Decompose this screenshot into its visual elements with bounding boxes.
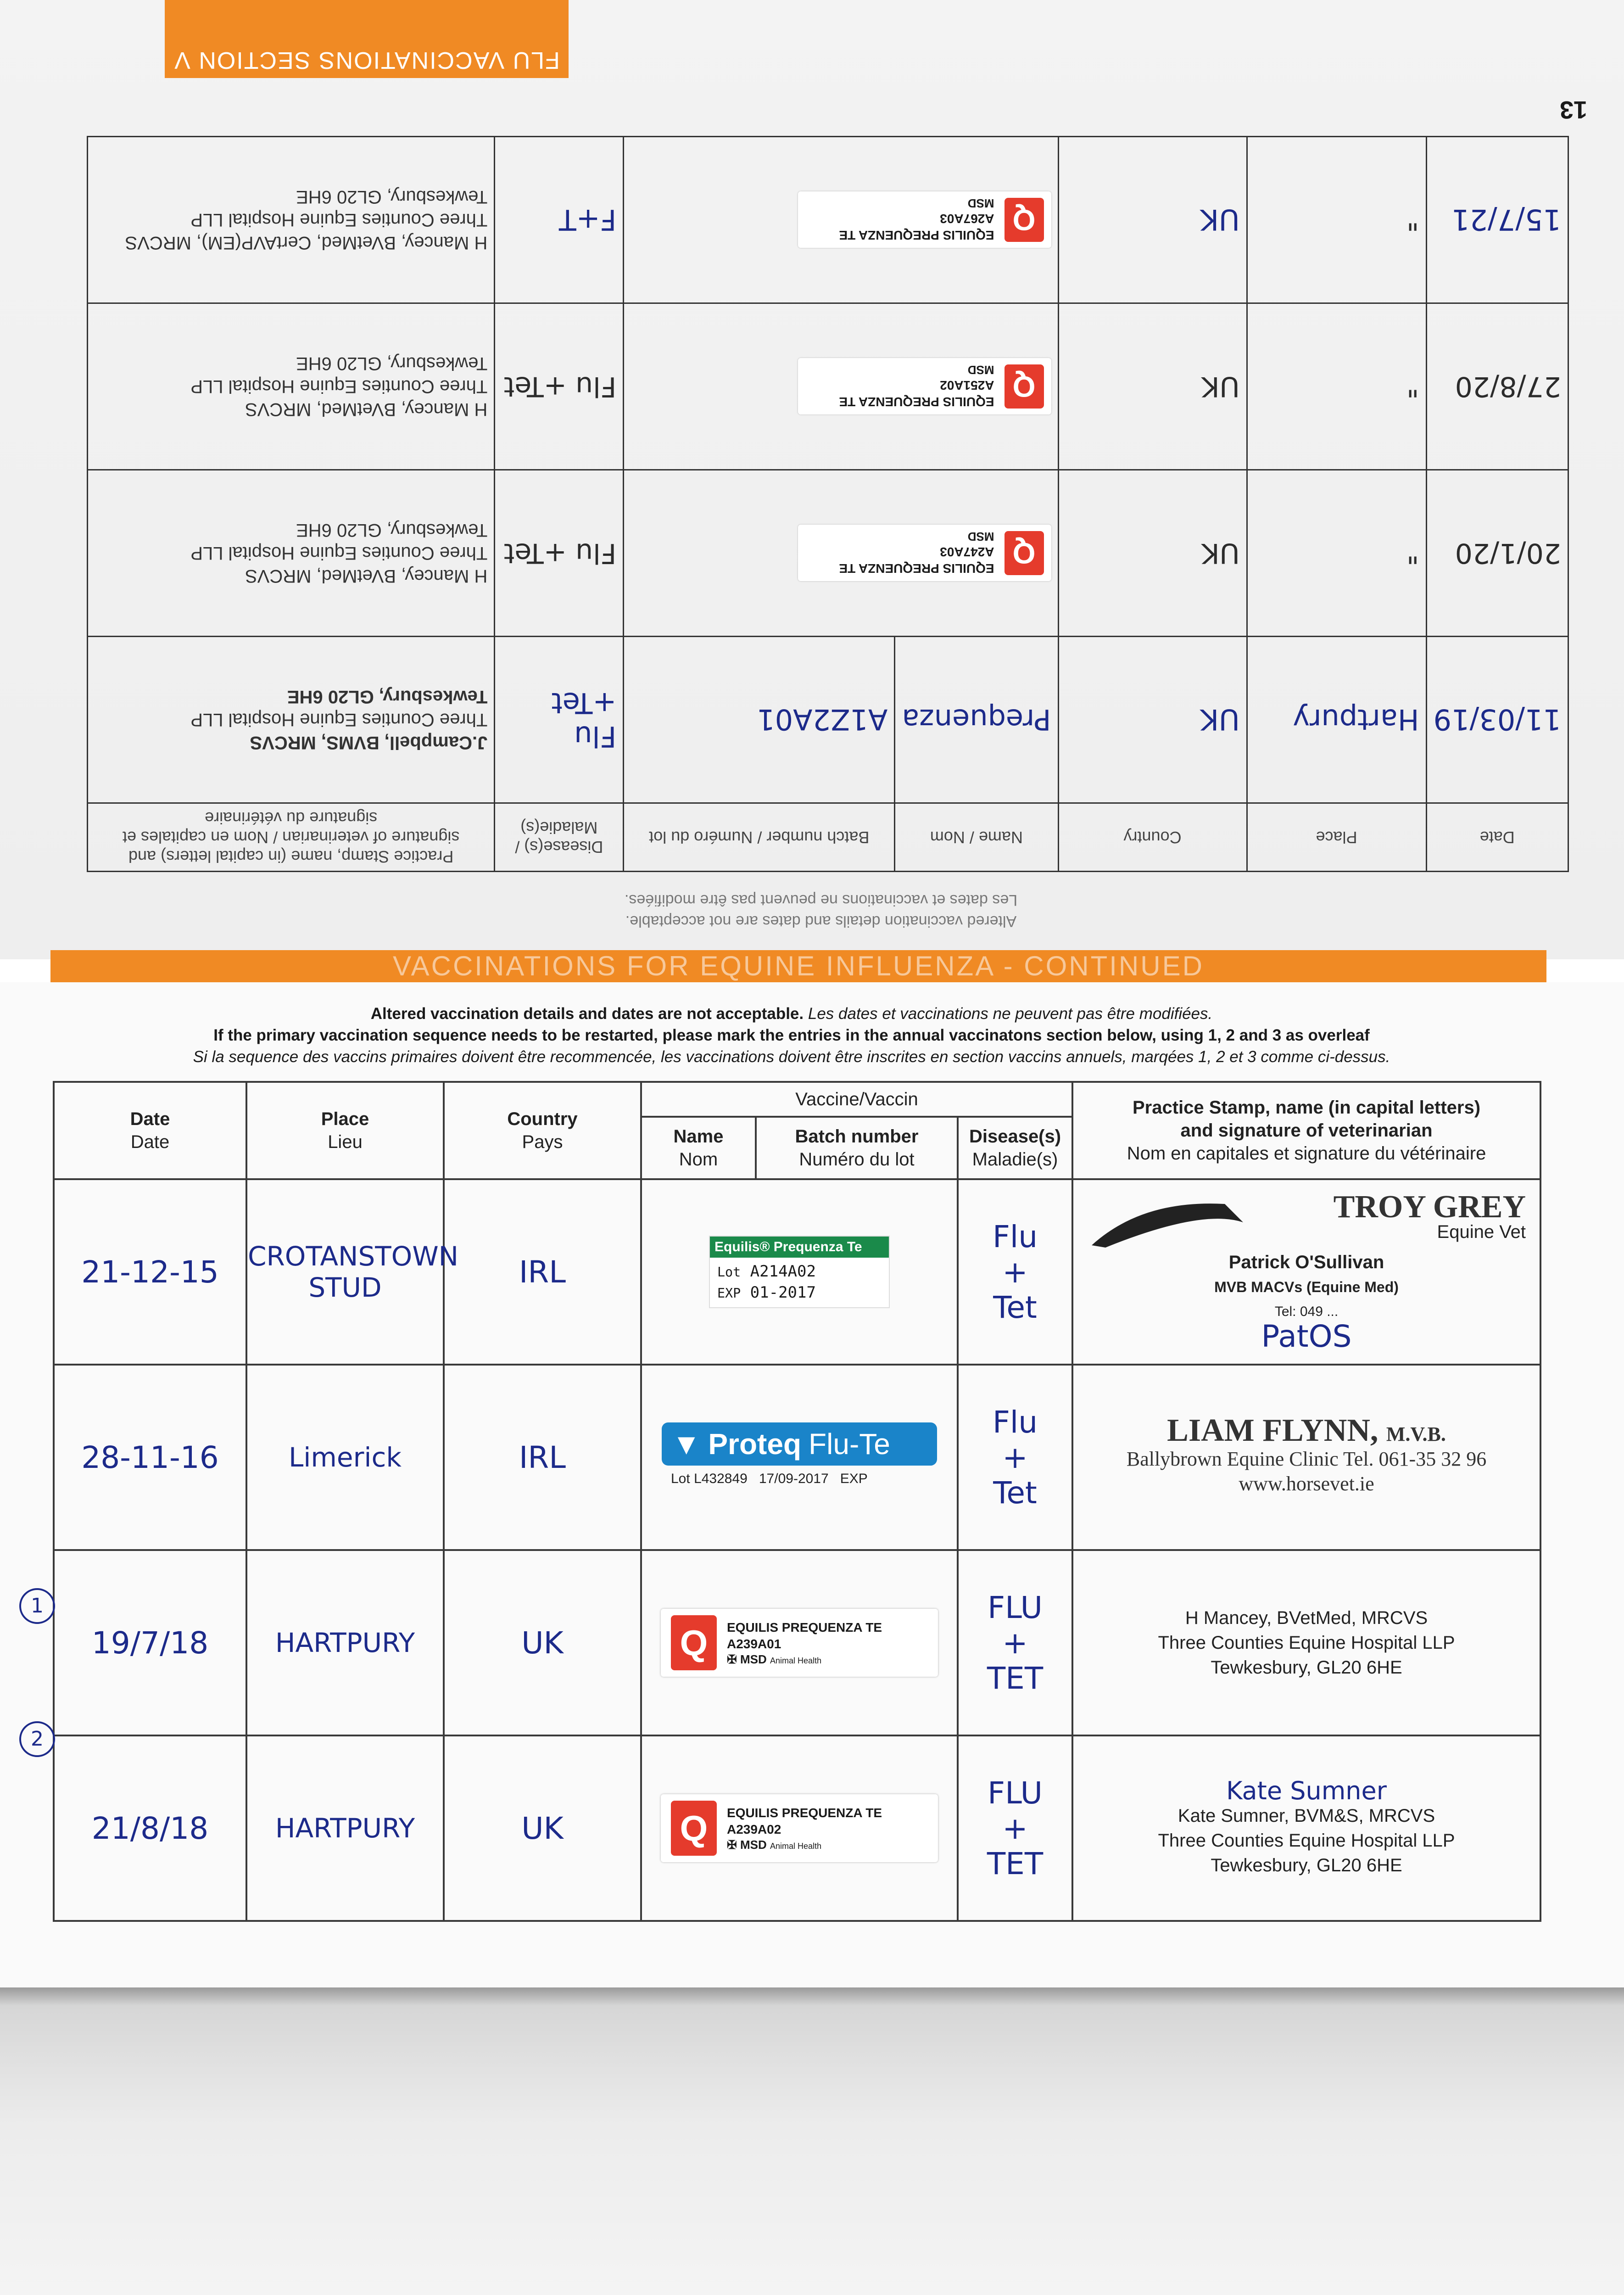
upper-disclaimer-line2: Les dates et vaccinations ne peuvent pas être modifiées. bbox=[624, 891, 1018, 909]
upper-date: 11/03/19 bbox=[1426, 637, 1568, 803]
row-country: UK bbox=[444, 1735, 641, 1921]
upper-header-batch: Batch number / Numéro du lot bbox=[624, 803, 895, 872]
upper-row bbox=[88, 637, 1568, 803]
upper-vaccine-name: Prequenza bbox=[895, 637, 1058, 803]
notice bbox=[46, 1003, 1537, 1068]
header-name bbox=[641, 1117, 756, 1179]
row-stamp bbox=[1072, 1365, 1540, 1550]
row-disease bbox=[958, 1365, 1072, 1550]
header-country bbox=[444, 1082, 641, 1179]
header-place-en: Place bbox=[321, 1109, 369, 1129]
stamp-quals: M.V.B. bbox=[1386, 1423, 1446, 1445]
disease-line: + bbox=[1002, 1254, 1028, 1290]
label-brand-main: Proteq bbox=[708, 1427, 802, 1461]
header-disease-en: Disease(s) bbox=[969, 1126, 1061, 1147]
upper-country: UK bbox=[1058, 303, 1247, 470]
row-date: 19/7/18 bbox=[54, 1550, 246, 1735]
upper-header-name: Name / Nom bbox=[895, 803, 1058, 872]
header-batch-fr: Numéro du lot bbox=[799, 1149, 915, 1170]
disease-line: Tet bbox=[993, 1475, 1037, 1511]
label-vaccine-name: EQUILIS PREQUENZA TE bbox=[839, 395, 994, 409]
sequence-marker: 2 bbox=[19, 1721, 55, 1757]
signature: Kate Sumner bbox=[1226, 1776, 1387, 1805]
label-lot: A214A02 bbox=[750, 1262, 816, 1281]
header-date-fr: Date bbox=[130, 1132, 170, 1152]
header-date bbox=[54, 1082, 246, 1179]
stamp-clinic: TROY GREY bbox=[1333, 1189, 1526, 1225]
row-date: 28-11-16 bbox=[54, 1365, 246, 1550]
stamp-address: Ballybrown Equine Clinic Tel. 061-35 32 96 bbox=[1126, 1448, 1487, 1470]
label-lot-label: Lot bbox=[717, 1265, 741, 1280]
row-country: UK bbox=[444, 1550, 641, 1735]
upper-stamp-name: H Mancey, BVetMed, MRCVS bbox=[245, 566, 488, 586]
row-disease bbox=[958, 1179, 1072, 1365]
disease-line: + bbox=[1002, 1439, 1028, 1475]
upper-disclaimer bbox=[156, 890, 1486, 932]
notice-line1-bold: Altered vaccination details and dates are not acceptable. bbox=[370, 1005, 804, 1023]
upper-page-rotated bbox=[0, 0, 1624, 959]
stamp-name: Kate Sumner, BVM&S, MRCVS bbox=[1178, 1806, 1435, 1826]
label-exp-line bbox=[717, 1282, 882, 1304]
upper-disease: Flu +Tet bbox=[495, 637, 624, 803]
label-brand: MSD bbox=[967, 196, 994, 211]
label-exp: 17/09-2017 bbox=[759, 1471, 829, 1486]
stamp-address: Tewkesbury, GL20 6HE bbox=[1211, 1657, 1402, 1678]
label-batch: A239A01 bbox=[727, 1636, 781, 1651]
vaccine-label bbox=[662, 1422, 937, 1492]
upper-disease: Flu +Tet bbox=[495, 303, 624, 470]
label-brand-sub: Animal Health bbox=[770, 1656, 822, 1665]
stamp-clinic-block bbox=[1333, 1189, 1526, 1244]
header-batch-en: Batch number bbox=[795, 1126, 919, 1147]
header-row-1 bbox=[54, 1082, 1540, 1117]
upper-vaccine-label-cell bbox=[624, 137, 1058, 303]
label-vaccine-name: EQUILIS PREQUENZA TE bbox=[727, 1805, 882, 1820]
header-place bbox=[246, 1082, 444, 1179]
upper-place: " bbox=[1247, 470, 1426, 637]
label-batch: A247A03 bbox=[940, 545, 994, 560]
upper-date: 15/7/21 bbox=[1426, 137, 1568, 303]
stamp-name-text: LIAM FLYNN, bbox=[1167, 1413, 1378, 1448]
header-stamp-fr: Nom en capitales et signature du vétérinaire bbox=[1127, 1143, 1486, 1164]
upper-stamp bbox=[88, 137, 495, 303]
label-body bbox=[710, 1258, 889, 1307]
vaccine-label bbox=[709, 1236, 890, 1308]
page-number: 13 bbox=[1559, 96, 1587, 123]
upper-date: 20/1/20 bbox=[1426, 470, 1568, 637]
row-vaccine-label-cell bbox=[641, 1550, 958, 1735]
row-place: Limerick bbox=[246, 1365, 444, 1550]
table-row bbox=[54, 1365, 1540, 1550]
horse-logo-icon bbox=[1087, 1195, 1252, 1250]
upper-row bbox=[88, 303, 1568, 470]
upper-country: UK bbox=[1058, 637, 1247, 803]
upper-stamp-address: Tewkesbury, GL20 6HE bbox=[296, 520, 488, 540]
label-batch: A267A03 bbox=[940, 212, 994, 226]
upper-place: Hartpury bbox=[1247, 637, 1426, 803]
notice-line1 bbox=[46, 1003, 1537, 1024]
label-batch: A251A02 bbox=[940, 378, 994, 393]
upper-place: " bbox=[1247, 303, 1426, 470]
header-disease bbox=[958, 1117, 1072, 1179]
q-logo-icon: Q bbox=[1005, 364, 1044, 409]
q-logo-icon: Q bbox=[1005, 198, 1044, 242]
label-brand-text: MSD bbox=[740, 1837, 767, 1852]
label-brand-text: MSD bbox=[740, 1652, 767, 1666]
upper-disease: F+T bbox=[495, 137, 624, 303]
stamp-address: Tewkesbury, GL20 6HE bbox=[1211, 1855, 1402, 1875]
q-logo-icon: Q bbox=[671, 1615, 717, 1670]
upper-vaccine-label-cell bbox=[624, 303, 1058, 470]
label-text bbox=[727, 1619, 882, 1667]
row-date: 21/8/18 bbox=[54, 1735, 246, 1921]
stamp-quals: MVB MACVs (Equine Med) bbox=[1214, 1279, 1399, 1295]
signature: PatOS bbox=[1261, 1319, 1352, 1354]
upper-disclaimer-line1: Altered vaccination details and dates are not acceptable. bbox=[625, 912, 1017, 930]
upper-stamp bbox=[88, 470, 495, 637]
label-vaccine-name: EQUILIS PREQUENZA TE bbox=[839, 228, 994, 243]
upper-stamp-address: Tewkesbury, GL20 6HE bbox=[287, 687, 488, 707]
row-country: IRL bbox=[444, 1365, 641, 1550]
upper-vaccination-table bbox=[87, 136, 1569, 872]
label-brand-sub: Animal Health bbox=[770, 1841, 822, 1851]
vaccine-label bbox=[798, 525, 1051, 582]
upper-stamp-practice: Three Counties Equine Hospital LLP bbox=[190, 710, 488, 730]
stamp-web: www.horsevet.ie bbox=[1239, 1472, 1374, 1495]
upper-stamp-practice: Three Counties Equine Hospital LLP bbox=[190, 376, 488, 397]
upper-header-row bbox=[88, 803, 1568, 872]
q-logo-icon: Q bbox=[1005, 531, 1044, 575]
disease-line: Flu bbox=[992, 1404, 1038, 1440]
vaccine-label bbox=[661, 1794, 938, 1862]
label-brand: MSD bbox=[967, 363, 994, 377]
upper-page bbox=[0, 0, 1624, 959]
row-date: 21-12-15 bbox=[54, 1179, 246, 1365]
row-country: IRL bbox=[444, 1179, 641, 1365]
upper-header-country: Country bbox=[1058, 803, 1247, 872]
label-exp-label: EXP bbox=[717, 1286, 741, 1301]
label-brand bbox=[662, 1422, 937, 1466]
disease-line: Tet bbox=[993, 1289, 1037, 1325]
stamp-tel: Tel: 049 ... bbox=[1274, 1304, 1339, 1319]
upper-stamp-name: H Mancey, BVetMed, MRCVS bbox=[245, 399, 488, 420]
table-row bbox=[54, 1735, 1540, 1921]
header-name-fr: Nom bbox=[679, 1149, 718, 1170]
upper-vaccine-label-cell bbox=[624, 470, 1058, 637]
label-brand-suffix: Flu-Te bbox=[809, 1427, 890, 1461]
table-row bbox=[54, 1550, 1540, 1735]
upper-row bbox=[88, 470, 1568, 637]
upper-header-stamp: Practice Stamp, name (in capital letters) and signature of veterinarian / Nom en capitales et signature du vétérinaire bbox=[88, 803, 495, 872]
section-divider-band: VACCINATIONS FOR EQUINE INFLUENZA - CONTINUED bbox=[50, 950, 1546, 982]
label-lot-line bbox=[717, 1261, 882, 1282]
row-place: HARTPURY bbox=[246, 1550, 444, 1735]
header-disease-fr: Maladie(s) bbox=[972, 1149, 1058, 1170]
header-name-en: Name bbox=[673, 1126, 724, 1147]
row-disease bbox=[958, 1550, 1072, 1735]
row-disease bbox=[958, 1735, 1072, 1921]
label-text bbox=[727, 1805, 882, 1852]
upper-row bbox=[88, 137, 1568, 303]
stamp-name: Patrick O'Sullivan bbox=[1228, 1252, 1384, 1272]
notice-line3: Si la sequence des vaccins primaires doivent être recommencée, les vaccinations doivent être inscrites en section vaccins annuels, marqées 1, 2 et 3 comme ci-dessus. bbox=[193, 1048, 1390, 1066]
stamp-practice: Three Counties Equine Hospital LLP bbox=[1158, 1633, 1455, 1653]
row-vaccine-label-cell bbox=[641, 1365, 958, 1550]
scan-bottom-margin bbox=[0, 1987, 1624, 2295]
row-place: HARTPURY bbox=[246, 1735, 444, 1921]
header-stamp-en1: Practice Stamp, name (in capital letters) bbox=[1133, 1097, 1481, 1118]
upper-stamp-practice: Three Counties Equine Hospital LLP bbox=[190, 543, 488, 563]
row-vaccine-label-cell bbox=[641, 1735, 958, 1921]
disease-line: FLU bbox=[988, 1590, 1043, 1625]
disease-line: + bbox=[1002, 1625, 1028, 1661]
upper-stamp-name: H Mancey, BVetMed, CertAVP(EM), MRCVS bbox=[125, 233, 488, 253]
upper-batch: A1Z2A01 bbox=[624, 637, 895, 803]
disease-line: Flu bbox=[992, 1219, 1038, 1254]
label-lot-label: Lot bbox=[671, 1471, 690, 1486]
row-stamp bbox=[1072, 1735, 1540, 1921]
label-exp: 01-2017 bbox=[750, 1283, 816, 1302]
header-batch bbox=[756, 1117, 958, 1179]
drop-icon: ▼ bbox=[672, 1427, 701, 1461]
header-date-en: Date bbox=[130, 1109, 170, 1129]
upper-header-date: Date bbox=[1426, 803, 1568, 872]
notice-line2: If the primary vaccination sequence needs to be restarted, please mark the entries in the annual vaccinatons section below, using 1, 2 and 3 as overleaf bbox=[213, 1026, 1370, 1044]
label-brand: MSD bbox=[967, 530, 994, 544]
disease-line: TET bbox=[987, 1660, 1044, 1696]
label-brand: ✠ MSD Animal Health bbox=[727, 1652, 822, 1666]
upper-disease: Flu +Tet bbox=[495, 470, 624, 637]
header-country-en: Country bbox=[507, 1109, 578, 1129]
header-country-fr: Pays bbox=[522, 1132, 563, 1152]
stamp-header bbox=[1087, 1189, 1526, 1250]
label-vaccine-name: EQUILIS PREQUENZA TE bbox=[839, 561, 994, 576]
vaccine-label bbox=[798, 192, 1051, 248]
q-logo-icon: Q bbox=[671, 1801, 717, 1856]
vaccine-label bbox=[798, 358, 1051, 415]
label-brand: ✠ MSD Animal Health bbox=[727, 1837, 822, 1852]
upper-country: UK bbox=[1058, 137, 1247, 303]
label-brand: Equilis® Prequenza Te bbox=[710, 1237, 889, 1258]
row-stamp bbox=[1072, 1550, 1540, 1735]
row-vaccine-label-cell bbox=[641, 1179, 958, 1365]
upper-stamp-name: J.Campbell, BVMS, MRCVS bbox=[250, 733, 488, 753]
header-stamp bbox=[1072, 1082, 1540, 1179]
upper-stamp bbox=[88, 303, 495, 470]
upper-stamp-address: Tewkesbury, GL20 6HE bbox=[296, 187, 488, 207]
upper-stamp-address: Tewkesbury, GL20 6HE bbox=[296, 353, 488, 374]
upper-country: UK bbox=[1058, 470, 1247, 637]
section-tab: FLU VACCINATIONS SECTION V bbox=[165, 0, 569, 78]
row-place: CROTANSTOWN STUD bbox=[246, 1179, 444, 1365]
label-lot: L432849 bbox=[694, 1471, 748, 1486]
disease-line: TET bbox=[987, 1846, 1044, 1881]
label-exp-label: EXP bbox=[840, 1471, 868, 1486]
upper-place: " bbox=[1247, 137, 1426, 303]
header-vaccine-group: Vaccine/Vaccin bbox=[641, 1082, 1072, 1117]
header-stamp-en2: and signature of veterinarian bbox=[1180, 1120, 1433, 1141]
upper-header-place: Place bbox=[1247, 803, 1426, 872]
upper-stamp-practice: Three Counties Equine Hospital LLP bbox=[190, 210, 488, 230]
disease-line: + bbox=[1002, 1810, 1028, 1846]
upper-header-disease: Disease(s) / Maladie(s) bbox=[495, 803, 624, 872]
upper-stamp bbox=[88, 637, 495, 803]
row-stamp bbox=[1072, 1179, 1540, 1365]
vaccination-table bbox=[53, 1081, 1541, 1922]
stamp-name bbox=[1087, 1413, 1526, 1448]
table-row bbox=[54, 1179, 1540, 1365]
vaccine-label bbox=[661, 1609, 938, 1677]
header-place-fr: Lieu bbox=[328, 1132, 363, 1152]
notice-line1-italic: Les dates et vaccinations ne peuvent pas être modifiées. bbox=[808, 1005, 1213, 1023]
stamp-name: H Mancey, BVetMed, MRCVS bbox=[1185, 1608, 1428, 1628]
upper-date: 27/8/20 bbox=[1426, 303, 1568, 470]
label-batch: A239A02 bbox=[727, 1822, 781, 1836]
sequence-marker: 1 bbox=[19, 1588, 55, 1624]
label-vaccine-name: EQUILIS PREQUENZA TE bbox=[727, 1620, 882, 1634]
label-body bbox=[662, 1466, 937, 1492]
disease-line: FLU bbox=[988, 1775, 1043, 1811]
stamp-clinic-sub: Equine Vet bbox=[1437, 1222, 1526, 1242]
stamp-practice: Three Counties Equine Hospital LLP bbox=[1158, 1830, 1455, 1851]
